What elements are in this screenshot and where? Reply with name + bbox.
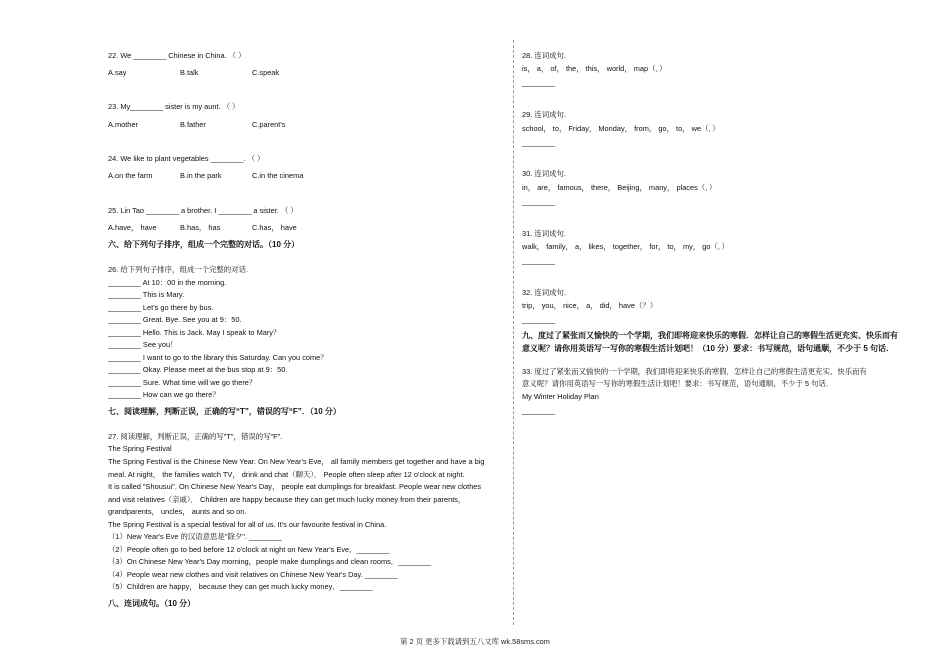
q29-words: school， to， Friday， Monday， from， go， to， we（．） bbox=[522, 124, 720, 133]
passage-line: and visit relatives（亲戚）． Children are happy because they can get much lucky money from their parents， bbox=[108, 495, 466, 504]
q22-option-c: C.speak bbox=[252, 68, 280, 77]
q32-answer-blank: ________ bbox=[522, 315, 555, 324]
question-27-stem: 27. 阅读理解，判断正误，正确的写"T"，错误的写"F". bbox=[108, 432, 283, 441]
judgement-item: （2）People often go to bed before 12 o'clock at night on New Year's Eve．________ bbox=[108, 545, 390, 554]
q24-option-b: B.in the park bbox=[180, 171, 222, 180]
section-6-heading: 六、给下列句子排序，组成一个完整的对话。（10 分） bbox=[108, 240, 300, 249]
q28-words: is， a， of， the， this， world， map（．） bbox=[522, 64, 667, 73]
q31-words: walk， family， a， likes， together， for， to， my， go（．） bbox=[522, 242, 729, 251]
question-28-stem: 28. 连词成句. bbox=[522, 51, 566, 60]
section-9-heading-line2: 意义呢？请你用英语写一写你的寒假生活计划吧！（10 分）要求：书写规范，语句通顺，不少于 5 句话． bbox=[522, 344, 895, 353]
judgement-item: （3）On Chinese New Year's Day morning，people make dumplings and clean rooms．________ bbox=[108, 557, 432, 566]
passage-line: grandparents， uncles， aunts and so on. bbox=[108, 507, 247, 516]
question-26-stem: 26. 给下列句子排序，组成一个完整的对话. bbox=[108, 265, 249, 274]
q22-option-a: A.say bbox=[108, 68, 127, 77]
essay-title: My Winter Holiday Plan bbox=[522, 392, 599, 401]
passage-line: It is called "Shousui". On Chinese New Year's Day， people eat dumplings for breakfast. People wear new clothes bbox=[108, 482, 482, 491]
q25-option-a: A.have， have bbox=[108, 223, 157, 232]
dialogue-line: ________ Great. Bye. See you at 9：50. bbox=[108, 315, 242, 324]
q29-answer-blank: ________ bbox=[522, 138, 555, 147]
question-30-stem: 30. 连词成句. bbox=[522, 169, 566, 178]
dialogue-line: ________ See you！ bbox=[108, 340, 178, 349]
q30-words: in， are， famous， there， Beijing， many， places（．） bbox=[522, 183, 717, 192]
dialogue-line: ________ At 10：00 in the morning. bbox=[108, 278, 227, 287]
passage-line: The Spring Festival is the Chinese New Year. On New Year's Eve， all family members get together and have a big bbox=[108, 457, 485, 466]
dialogue-line: ________ I want to go to the library this Saturday. Can you come？ bbox=[108, 353, 328, 362]
question-23-stem: 23. My________ sister is my aunt. （ ） bbox=[108, 102, 240, 111]
question-25-stem: 25. Lin Tao ________ a brother. I ________ a sister. （ ） bbox=[108, 206, 298, 215]
section-9-heading-line1: 九、度过了紧张而又愉快的一个学期，我们即将迎来快乐的寒假．怎样让自己的寒假生活更充实、快乐而有 bbox=[522, 331, 898, 340]
column-divider bbox=[513, 40, 514, 625]
question-33-line2: 意义呢？请你用英语写一写你的寒假生活计划吧！要求：书写规范，语句通顺，不少于 5 句话． bbox=[522, 379, 834, 388]
q25-option-b: B.has， has bbox=[180, 223, 221, 232]
dialogue-line: ________ How can we go there？ bbox=[108, 390, 220, 399]
question-33-line1: 33. 度过了紧张而又愉快的一个学期，我们即将迎来快乐的寒假．怎样让自己的寒假生活更充实、快乐而有 bbox=[522, 367, 867, 376]
q32-words: trip， you， nice， a， did， have（？） bbox=[522, 301, 658, 310]
q23-option-a: A.mother bbox=[108, 120, 138, 129]
passage-line: The Spring Festival is a special festival for all of us. It's our favourite festival in China. bbox=[108, 520, 387, 529]
question-24-stem: 24. We like to plant vegetables ________. （ ） bbox=[108, 154, 265, 163]
section-7-heading: 七、阅读理解，判断正误，正确的写“T”，错误的写“F”．（10 分） bbox=[108, 407, 341, 416]
question-29-stem: 29. 连词成句. bbox=[522, 110, 566, 119]
q25-option-c: C.has， have bbox=[252, 223, 297, 232]
q33-answer-blank: ________ bbox=[522, 406, 555, 415]
judgement-item: （1）New Year's Eve 的汉语意思是"除夕". ________ bbox=[108, 532, 282, 541]
section-8-heading: 八、连词成句。（10 分） bbox=[108, 599, 196, 608]
judgement-item: （5）Children are happy， because they can get much lucky money．________ bbox=[108, 582, 373, 591]
q24-option-a: A.on the farm bbox=[108, 171, 153, 180]
page-footer: 第 2 页 更多下载请到五八文库 wk.58sms.com bbox=[400, 637, 550, 646]
q22-option-b: B.talk bbox=[180, 68, 199, 77]
dialogue-line: ________ This is Mary. bbox=[108, 290, 185, 299]
passage-line: meal. At night， the families watch TV， drink and chat（聊天）． People often sleep after 12 o'clock at night. bbox=[108, 470, 465, 479]
dialogue-line: ________ Sure. What time will we go there？ bbox=[108, 378, 257, 387]
q23-option-c: C.parent's bbox=[252, 120, 286, 129]
judgement-item: （4）People wear new clothes and visit relatives on Chinese New Year's Day. ________ bbox=[108, 570, 398, 579]
passage-title: The Spring Festival bbox=[108, 444, 172, 453]
dialogue-line: ________ Let's go there by bus. bbox=[108, 303, 214, 312]
q24-option-c: C.in the cinema bbox=[252, 171, 304, 180]
question-32-stem: 32. 连词成句. bbox=[522, 288, 566, 297]
q31-answer-blank: ________ bbox=[522, 256, 555, 265]
q30-answer-blank: ________ bbox=[522, 197, 555, 206]
dialogue-line: ________ Hello. This is Jack. May I speak to Mary？ bbox=[108, 328, 281, 337]
dialogue-line: ________ Okay. Please meet at the bus stop at 9：50. bbox=[108, 365, 288, 374]
q23-option-b: B.father bbox=[180, 120, 206, 129]
question-31-stem: 31. 连词成句. bbox=[522, 229, 566, 238]
q28-answer-blank: ________ bbox=[522, 78, 555, 87]
question-22-stem: 22. We ________ Chinese in China. （ ） bbox=[108, 51, 246, 60]
